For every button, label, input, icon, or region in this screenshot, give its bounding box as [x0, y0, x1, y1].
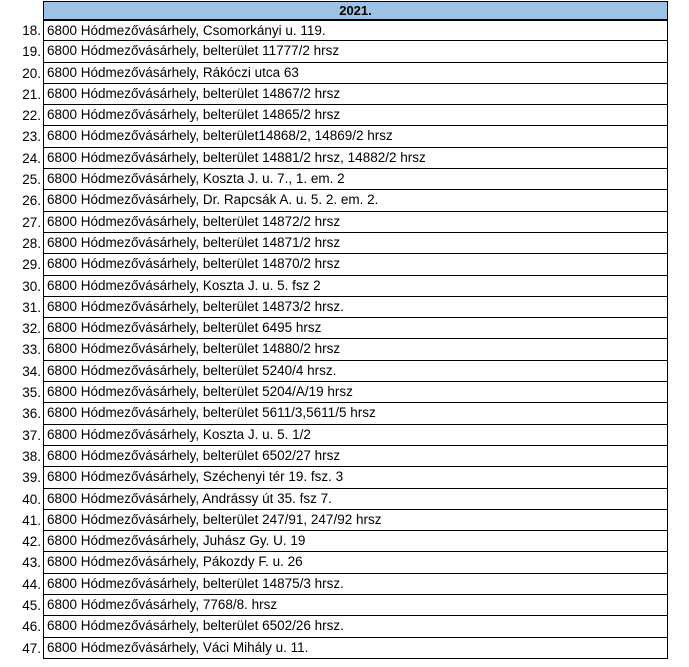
- address-cell: 6800 Hódmezővásárhely, Pákozdy F. u. 26: [43, 552, 668, 573]
- table-row: [8, 638, 669, 659]
- row-number: 47.: [22, 640, 41, 656]
- address-cell: 6800 Hódmezővásárhely, belterület 5204/A/19 hrsz: [43, 382, 668, 403]
- row-number: 42.: [22, 534, 41, 550]
- address-cell: 6800 Hódmezővásárhely, belterület 14871/2 hrsz: [43, 233, 668, 254]
- address-cell: 6800 Hódmezővásárhely, belterület 6502/26 hrsz.: [43, 616, 668, 637]
- row-number: 35.: [22, 385, 41, 401]
- row-number: 19.: [22, 44, 41, 60]
- table-row: [8, 276, 669, 297]
- table-body: [8, 20, 669, 659]
- address-cell: 6800 Hódmezővásárhely, belterület 14870/2 hrsz: [43, 254, 668, 275]
- table-row: [8, 84, 669, 105]
- table-row: [8, 574, 669, 595]
- table-row: [8, 616, 669, 637]
- row-number: 39.: [22, 470, 41, 486]
- table-row: [8, 254, 669, 275]
- table-row: [8, 339, 669, 360]
- address-cell: 6800 Hódmezővásárhely, belterület 247/91, 247/92 hrsz: [43, 510, 668, 531]
- row-number: 38.: [22, 448, 41, 464]
- table-row: [8, 41, 669, 62]
- table-row: [8, 467, 669, 488]
- address-cell: 6800 Hódmezővásárhely, Váci Mihály u. 11.: [43, 638, 668, 659]
- table-row: [8, 233, 669, 254]
- address-cell: 6800 Hódmezővásárhely, Széchenyi tér 19. fsz. 3: [43, 467, 668, 488]
- address-cell: 6800 Hódmezővásárhely, belterület14868/2, 14869/2 hrsz: [43, 126, 668, 147]
- row-number: 28.: [22, 235, 41, 251]
- row-number: 40.: [22, 491, 41, 507]
- table-row: [8, 531, 669, 552]
- row-number: 24.: [22, 150, 41, 166]
- row-number: 27.: [22, 214, 41, 230]
- table-row: [8, 403, 669, 424]
- table-row: [8, 510, 669, 531]
- address-cell: 6800 Hódmezővásárhely, Koszta J. u. 5. fsz 2: [43, 276, 668, 297]
- address-cell: 6800 Hódmezővásárhely, Rákóczi utca 63: [43, 63, 668, 84]
- address-cell: 6800 Hódmezővásárhely, belterület 14865/2 hrsz: [43, 105, 668, 126]
- row-number: 22.: [22, 108, 41, 124]
- address-cell: 6800 Hódmezővásárhely, belterület 14881/2 hrsz, 14882/2 hrsz: [43, 148, 668, 169]
- table-row: [8, 20, 669, 41]
- table-row: [8, 318, 669, 339]
- table-row: [8, 595, 669, 616]
- table-row: [8, 190, 669, 211]
- table-row: [8, 489, 669, 510]
- row-number: 37.: [22, 427, 41, 443]
- table-row: [8, 126, 669, 147]
- row-number: 32.: [22, 321, 41, 337]
- row-number: 18.: [22, 23, 41, 38]
- table-row: [8, 212, 669, 233]
- table-row: [8, 148, 669, 169]
- address-cell: 6800 Hódmezővásárhely, Koszta J. u. 5. 1/2: [43, 425, 668, 446]
- row-number: 31.: [22, 299, 41, 315]
- address-cell: 6800 Hódmezővásárhely, belterület 6495 hrsz: [43, 318, 668, 339]
- row-number: 34.: [22, 363, 41, 379]
- address-cell: 6800 Hódmezővásárhely, belterület 5611/3,5611/5 hrsz: [43, 403, 668, 424]
- table-row: [8, 446, 669, 467]
- table-row: [8, 425, 669, 446]
- table-row: [8, 63, 669, 84]
- table-row: [8, 361, 669, 382]
- address-cell: 6800 Hódmezővásárhely, belterület 14867/2 hrsz: [43, 84, 668, 105]
- address-cell: 6800 Hódmezővásárhely, Dr. Rapcsák A. u. 5. 2. em. 2.: [43, 190, 668, 211]
- table-row: [8, 169, 669, 190]
- address-cell: 6800 Hódmezővásárhely, Csomorkányi u. 119.: [43, 20, 668, 41]
- table-row: [8, 382, 669, 403]
- address-cell: 6800 Hódmezővásárhely, belterület 11777/2 hrsz: [43, 41, 668, 62]
- row-number: 30.: [22, 278, 41, 294]
- row-number: 45.: [22, 598, 41, 614]
- row-number: 25.: [22, 172, 41, 188]
- address-cell: 6800 Hódmezővásárhely, belterület 6502/27 hrsz: [43, 446, 668, 467]
- row-number: 33.: [22, 342, 41, 358]
- address-cell: 6800 Hódmezővásárhely, belterület 14880/2 hrsz: [43, 339, 668, 360]
- row-number: 20.: [22, 65, 41, 81]
- row-number: 41.: [22, 512, 41, 528]
- row-number: 36.: [22, 406, 41, 422]
- address-cell: 6800 Hódmezővásárhely, 7768/8. hrsz: [43, 595, 668, 616]
- table-row: [8, 297, 669, 318]
- table-row: [8, 105, 669, 126]
- row-number: 21.: [22, 86, 41, 102]
- table-row: [8, 552, 669, 573]
- row-number: 46.: [22, 619, 41, 635]
- row-number: 44.: [22, 576, 41, 592]
- row-number: 26.: [22, 193, 41, 209]
- row-number: 43.: [22, 555, 41, 571]
- address-cell: 6800 Hódmezővásárhely, belterület 14875/3 hrsz.: [43, 574, 668, 595]
- address-cell: 6800 Hódmezővásárhely, belterület 5240/4 hrsz.: [43, 361, 668, 382]
- address-cell: 6800 Hódmezővásárhely, Koszta J. u. 7., 1. em. 2: [43, 169, 668, 190]
- address-cell: 6800 Hódmezővásárhely, Andrássy út 35. fsz 7.: [43, 489, 668, 510]
- row-number: 23.: [22, 129, 41, 145]
- address-cell: 6800 Hódmezővásárhely, belterület 14872/2 hrsz: [43, 212, 668, 233]
- address-cell: 6800 Hódmezővásárhely, Juhász Gy. U. 19: [43, 531, 668, 552]
- row-number: 29.: [22, 257, 41, 273]
- address-cell: 6800 Hódmezővásárhely, belterület 14873/2 hrsz.: [43, 297, 668, 318]
- table-header-year: 2021.: [43, 1, 668, 20]
